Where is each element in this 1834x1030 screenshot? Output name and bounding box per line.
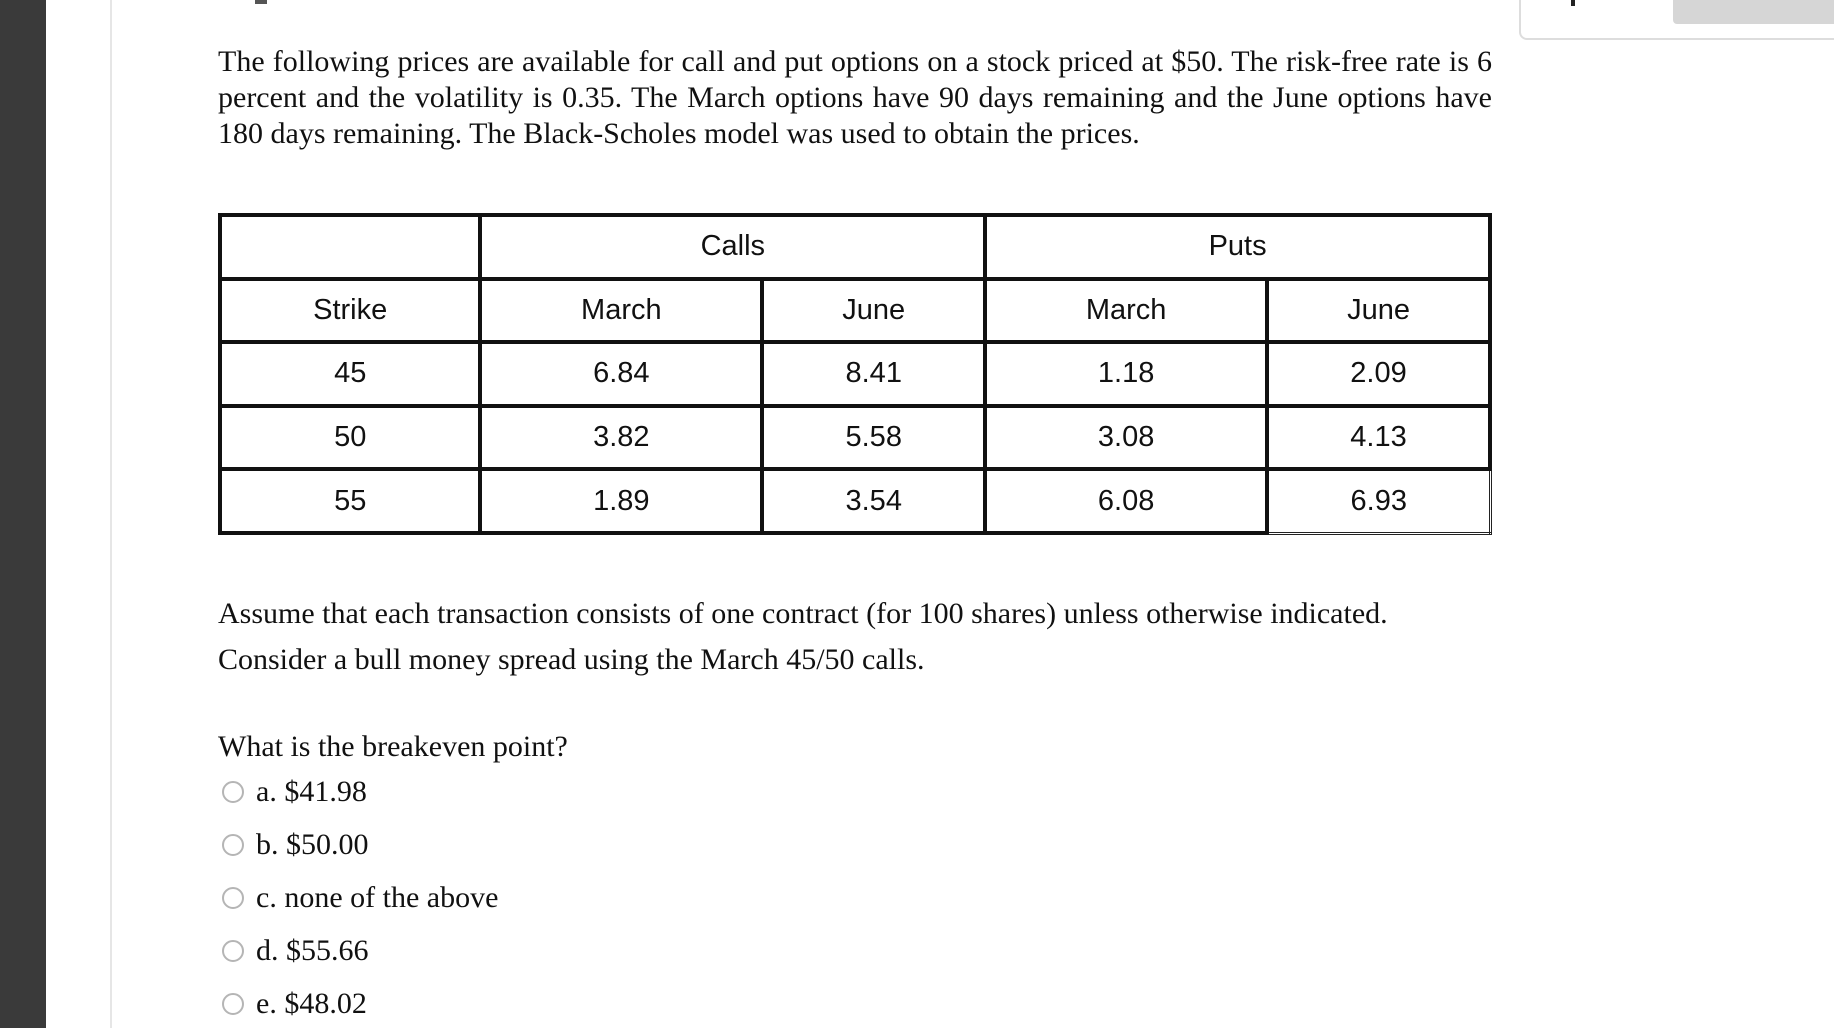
table-cell: 2.09	[1267, 342, 1490, 406]
question-number-fragment	[255, 0, 267, 4]
table-cell: 3.82	[480, 406, 762, 470]
answer-label: e. $48.02	[256, 986, 367, 1020]
table-cell: 8.41	[762, 342, 985, 406]
radio-button[interactable]	[222, 940, 244, 962]
table-row	[220, 406, 1490, 470]
assumptions-block	[218, 591, 1618, 683]
answer-choices	[222, 765, 498, 1030]
table-column-header-row	[220, 279, 1490, 343]
radio-button[interactable]	[222, 887, 244, 909]
assumption-line: Assume that each transaction consists of one contract (for 100 shares) unless otherwise indicated.	[218, 597, 1388, 630]
answer-option-c[interactable]	[222, 871, 498, 924]
option-prices-table	[218, 213, 1492, 535]
points-fragment	[1571, 0, 1575, 6]
table-row	[220, 469, 1490, 533]
question-prompt: What is the breakeven point?	[218, 730, 568, 763]
answer-option-e[interactable]	[222, 977, 498, 1030]
left-gutter	[46, 0, 112, 1028]
table-cell: 1.89	[480, 469, 762, 533]
answer-option-b[interactable]	[222, 818, 498, 871]
table-cell-strike: 55	[220, 469, 480, 533]
answer-label: a. $41.98	[256, 774, 367, 808]
question-paragraph: The following prices are available for call and put options on a stock priced at $50. The risk-free rate is 6 percent and the volatility is 0.35. The March options have 90 days remaining and the June options have 180 days remaining. The Black-Scholes model was used to obtain the prices.	[218, 45, 1492, 150]
table-cell: 3.54	[762, 469, 985, 533]
radio-button[interactable]	[222, 781, 244, 803]
table-cell: 5.58	[762, 406, 985, 470]
table-group-header-row	[220, 215, 1490, 279]
table-cell: 1.18	[985, 342, 1267, 406]
answer-option-d[interactable]	[222, 924, 498, 977]
answer-label: d. $55.66	[256, 933, 369, 967]
puts-group-header: Puts	[985, 215, 1490, 279]
table-cell: 4.13	[1267, 406, 1490, 470]
save-answer-button[interactable]	[1673, 0, 1834, 24]
column-header-strike: Strike	[220, 279, 480, 343]
column-header-puts-june: June	[1267, 279, 1490, 343]
table-cell: 6.93	[1267, 469, 1490, 533]
table-cell: 6.84	[480, 342, 762, 406]
left-sidebar-bar	[0, 0, 46, 1028]
calls-group-header: Calls	[480, 215, 985, 279]
radio-button[interactable]	[222, 834, 244, 856]
table-row	[220, 342, 1490, 406]
table-corner-cell	[220, 215, 480, 279]
radio-button[interactable]	[222, 993, 244, 1015]
table-cell: 3.08	[985, 406, 1267, 470]
spread-description: Consider a bull money spread using the March 45/50 calls.	[218, 643, 925, 676]
table-cell-strike: 50	[220, 406, 480, 470]
answer-option-a[interactable]	[222, 765, 498, 818]
column-header-puts-march: March	[985, 279, 1267, 343]
answer-label: b. $50.00	[256, 827, 369, 861]
table-cell-strike: 45	[220, 342, 480, 406]
answer-label: c. none of the above	[256, 880, 499, 914]
table-cell: 6.08	[985, 469, 1267, 533]
column-header-calls-june: June	[762, 279, 985, 343]
column-header-calls-march: March	[480, 279, 762, 343]
